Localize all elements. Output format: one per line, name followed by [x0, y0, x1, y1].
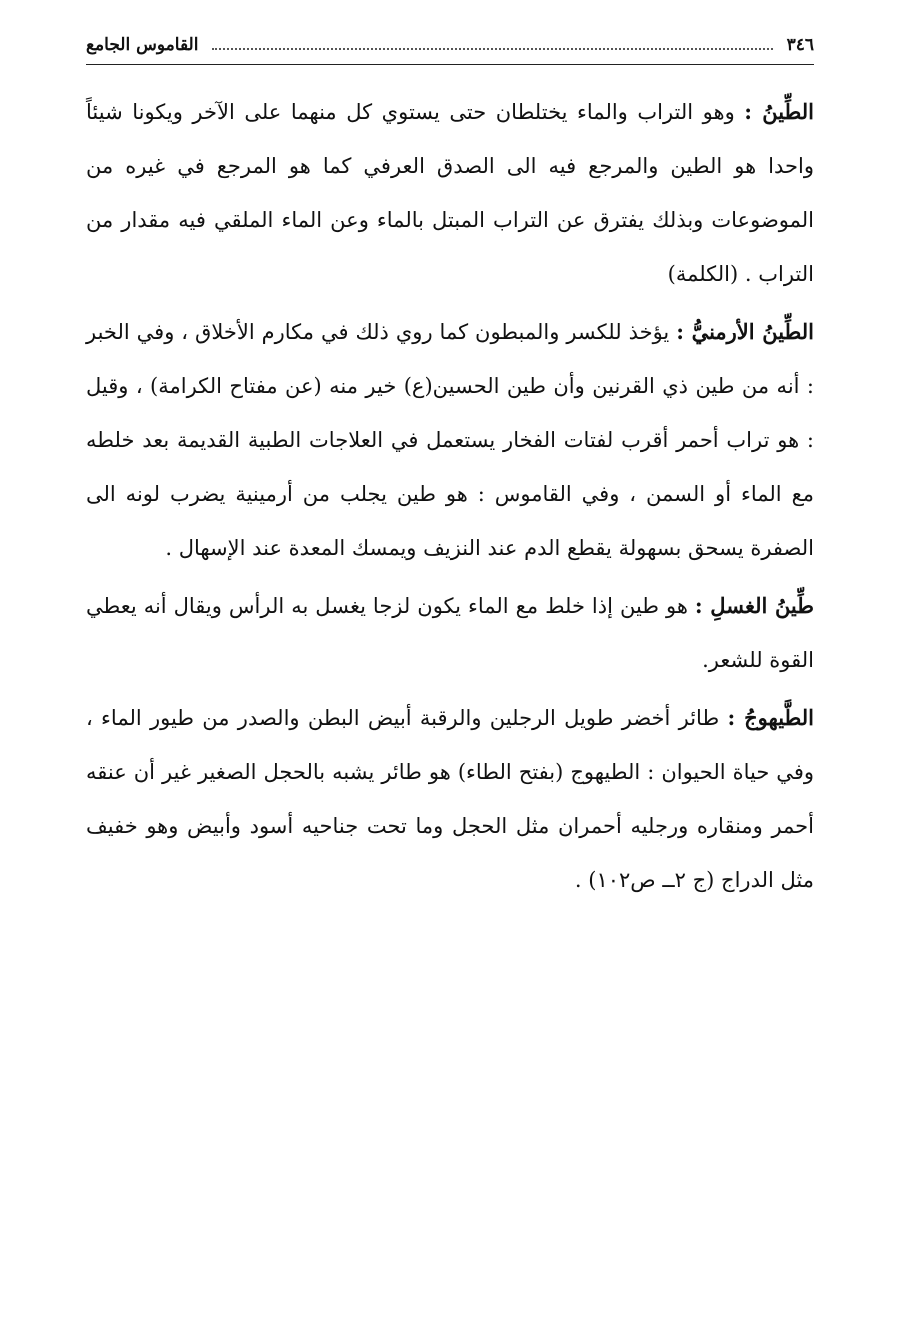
entry-definition: وهو التراب والماء يختلطان حتى يستوي كل منهما على الآخر ويكونا شيئاً واحدا هو الطين والمرجع فيه الى الصدق العرفي كما هو المرجع في غيره من الموضوعات وبذلك يفترق عن التراب المبتل بالماء وعن الماء الملقي فيه مقدار من التراب . (الكلمة) [86, 100, 814, 286]
entry-definition: طائر أخضر طويل الرجلين والرقبة أبيض البطن والصدر من طيور الماء ، وفي حياة الحيوان : الطيهوج (بفتح الطاء) هو طائر يشبه بالحجل الصغير غير أن عنقه أحمر ومنقاره ورجليه أحمران مثل الحجل وما تحت جناحيه أسود وأبيض وهو خفيف مثل الدراج (ج ٢ــ ص١٠٢) . [86, 706, 814, 892]
leader-dots [212, 48, 772, 50]
entry-definition: هو طين إذا خلط مع الماء يكون لزجا يغسل به الرأس ويقال أنه يعطي القوة للشعر. [86, 594, 814, 672]
book-title: القاموس الجامع [86, 35, 199, 55]
entry-tin-armani [86, 305, 814, 575]
page [86, 28, 814, 911]
entry-term: الطِّينُ : [744, 99, 814, 124]
entry-definition: يؤخذ للكسر والمبطون كما روي ذلك في مكارم الأخلاق ، وفي الخبر : أنه من طين ذي القرنين وأن طين الحسين(ع) خير منه (عن مفتاح الكرامة) ، وقيل : هو تراب أحمر أقرب لفتات الفخار يستعمل في العلاجات الطبية القديمة بعد خلطه مع الماء أو السمن ، وفي القاموس : هو طين يجلب من أرمينية يضرب لونه الى الصفرة يسحق بسهولة يقطع الدم عند النزيف ويمسك المعدة عند الإسهال . [86, 320, 815, 560]
entry-term: الطِّينُ الأرمنيُّ : [676, 319, 814, 344]
page-number: ٣٤٦ [786, 35, 814, 55]
entry-tayhuj [86, 691, 814, 907]
entry-term: طِّينُ الغسلِ : [694, 593, 814, 618]
body-text [86, 85, 814, 907]
entry-tin [86, 85, 814, 301]
entry-tin-ghusl [86, 579, 814, 687]
entry-term: الطَّيهوجُ : [727, 705, 814, 730]
running-head [86, 28, 814, 65]
